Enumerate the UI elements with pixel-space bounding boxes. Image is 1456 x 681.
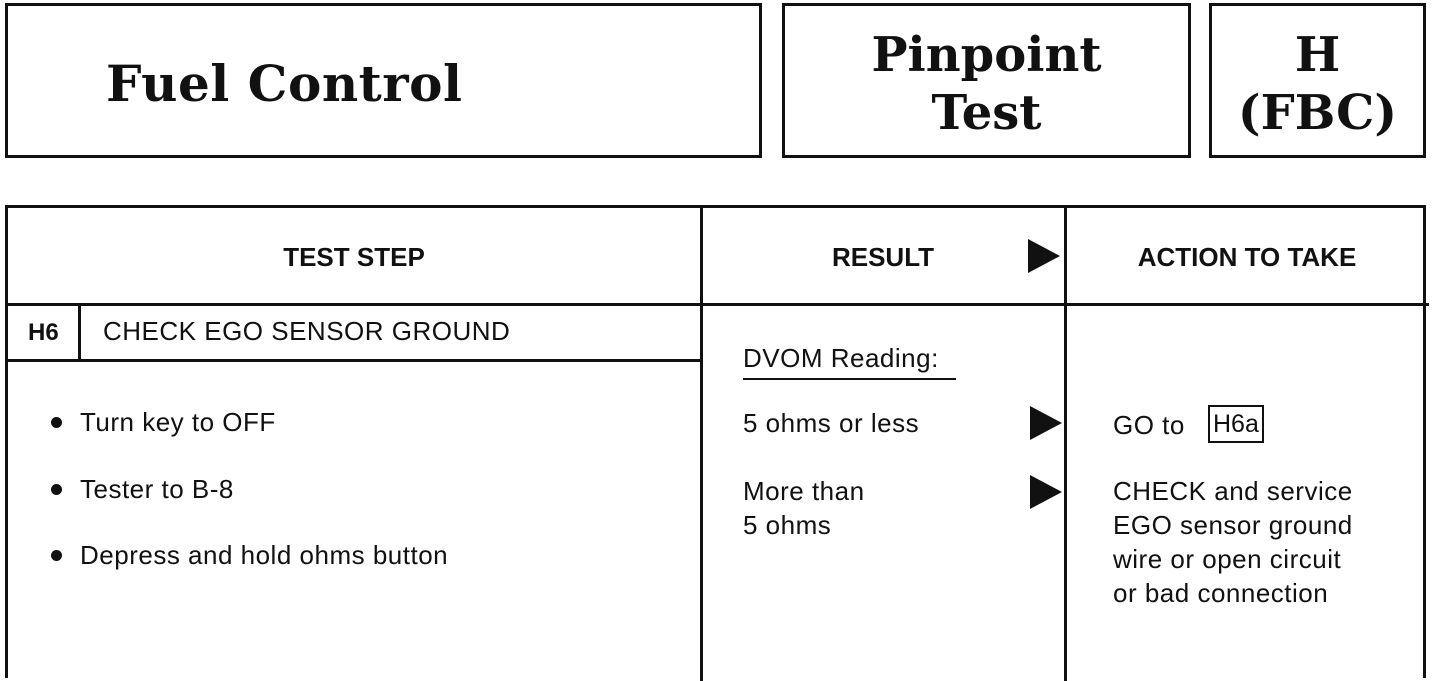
test-table — [5, 205, 1426, 678]
bullet-icon — [51, 417, 62, 428]
result-value: More than — [743, 476, 865, 506]
action-text: wire or open circuit — [1113, 544, 1342, 574]
test-code-line-1: H — [1294, 27, 1341, 83]
action-text: CHECK and service — [1113, 476, 1353, 506]
title-box — [5, 3, 762, 158]
page-title: Fuel Control — [106, 54, 463, 113]
step-id: H6 — [28, 319, 59, 346]
step-title-divider — [8, 359, 700, 362]
result-heading: DVOM Reading: — [743, 343, 939, 373]
test-type-box — [782, 3, 1191, 158]
header-result: RESULT — [831, 242, 935, 272]
header-test-step: TEST STEP — [283, 242, 425, 272]
instruction-item: Turn key to OFF — [80, 407, 276, 437]
step-id-divider — [78, 303, 81, 361]
arrow-right-icon — [1030, 406, 1062, 440]
arrow-right-icon — [1030, 475, 1062, 509]
goto-step-reference[interactable]: H6a — [1208, 405, 1264, 443]
column-divider — [1064, 208, 1067, 681]
test-code-box — [1209, 3, 1426, 158]
header-divider — [8, 303, 1429, 306]
bullet-icon — [51, 484, 62, 495]
header-action: ACTION TO TAKE — [1137, 242, 1357, 272]
test-type-line-2: Test — [931, 85, 1042, 141]
action-goto-label: GO to — [1113, 410, 1185, 440]
arrow-right-icon — [1028, 239, 1060, 273]
result-value: 5 ohms or less — [743, 408, 920, 438]
instruction-item: Depress and hold ohms button — [80, 540, 449, 570]
instruction-item: Tester to B-8 — [80, 474, 234, 504]
test-code-line-2: (FBC) — [1237, 85, 1398, 141]
column-divider — [700, 208, 703, 681]
action-text: EGO sensor ground — [1113, 510, 1353, 540]
test-type-line-1: Pinpoint — [871, 27, 1102, 83]
bullet-icon — [51, 550, 62, 561]
action-text: or bad connection — [1113, 578, 1329, 608]
step-title: CHECK EGO SENSOR GROUND — [103, 316, 511, 346]
result-heading-underline — [743, 378, 956, 380]
result-value: 5 ohms — [743, 510, 832, 540]
